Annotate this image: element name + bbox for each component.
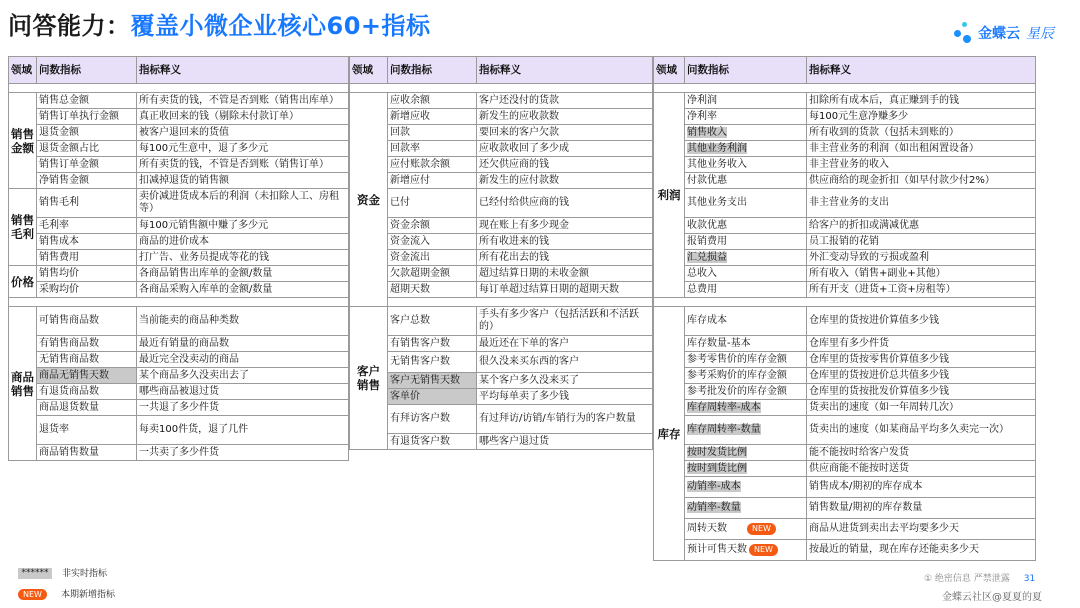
table-row [654, 125, 1036, 141]
table-row [9, 234, 349, 250]
metric-definition: 供应商能不能按时送货 [807, 461, 1036, 477]
table-row [9, 218, 349, 234]
metric-definition: 仓库里有多少件货 [807, 336, 1036, 352]
metric-definition: 商品的进价成本 [137, 234, 349, 250]
metric-name: 销售毛利 [37, 189, 137, 218]
metric-name: 新增应收 [388, 109, 477, 125]
table-row [654, 218, 1036, 234]
metric-name [685, 498, 807, 519]
metric-definition: 仓库里的货按进价总共值多少钱 [807, 368, 1036, 384]
metric-name: 销售均价 [37, 266, 137, 282]
table-row [350, 352, 653, 373]
metric-definition: 客户还没付的货款 [477, 93, 653, 109]
metric-name: 退货金额占比 [37, 141, 137, 157]
domain-profit: 利润 [654, 93, 685, 298]
metric-name: 退货金额 [37, 125, 137, 141]
metric-name: 参考批发价的库存金额 [685, 384, 807, 400]
table-header-row [654, 57, 1036, 84]
table-row [654, 157, 1036, 173]
table-row [9, 368, 349, 384]
metric-definition: 最近有销量的商品数 [137, 336, 349, 352]
title-prefix: 问答能力： [8, 12, 131, 40]
table-row [654, 250, 1036, 266]
metric-name: 销售费用 [37, 250, 137, 266]
metric-definition: 所有收入（销售+副业+其他） [807, 266, 1036, 282]
new-badge: NEW [18, 589, 47, 600]
metric-name: 欠款超期金额 [388, 266, 477, 282]
table-row [654, 498, 1036, 519]
metric-definition: 仓库里的货按零售价算值多少钱 [807, 352, 1036, 368]
metric-definition: 扣除所有成本后，真正赚到手的钱 [807, 93, 1036, 109]
metric-name [685, 477, 807, 498]
table-row [350, 373, 653, 389]
metric-name: 净利率 [685, 109, 807, 125]
metric-definition: 扣减掉退货的销售额 [137, 173, 349, 189]
metric-definition: 按最近的销量，现在库存还能卖多少天 [807, 540, 1036, 561]
table-row [350, 307, 653, 336]
metric-definition: 货卖出的速度（如某商品平均多久卖完一次） [807, 416, 1036, 445]
metric-name: 退货率 [37, 416, 137, 445]
metric-name: 其他业务支出 [685, 189, 807, 218]
table-row [350, 266, 653, 282]
metric-name: 库存成本 [685, 307, 807, 336]
metric-name: 客户总数 [388, 307, 477, 336]
header-domain: 领域 [9, 57, 37, 84]
metric-definition: 非主营业务的支出 [807, 189, 1036, 218]
metric-name-text: 预计可售天数 [687, 544, 747, 555]
table-row [654, 519, 1036, 540]
metric-definition: 要回来的客户欠款 [477, 125, 653, 141]
header-domain: 领域 [654, 57, 685, 84]
metric-name [685, 400, 807, 416]
table-row [9, 384, 349, 400]
metric-name [685, 461, 807, 477]
metric-definition: 外汇变动导致的亏损或盈利 [807, 250, 1036, 266]
metric-definition: 真正收回来的钱（剔除未付款订单） [137, 109, 349, 125]
table-row [350, 234, 653, 250]
metric-name: 有销售客户数 [388, 336, 477, 352]
metric-name: 付款优惠 [685, 173, 807, 189]
metric-definition: 销售数量/期初的库存数量 [807, 498, 1036, 519]
metric-definition: 新发生的应付款数 [477, 173, 653, 189]
table-row [9, 336, 349, 352]
domain-stock: 库存 [654, 307, 685, 561]
metric-name: 客单价 [388, 389, 477, 405]
table-row [350, 125, 653, 141]
metric-definition: 非主营业务的收入 [807, 157, 1036, 173]
metric-definition: 平均每单卖了多少钱 [477, 389, 653, 405]
metric-name-text: 销售收入 [687, 126, 727, 138]
gray-swatch: ****** [18, 568, 52, 579]
metric-name: 总收入 [685, 266, 807, 282]
metric-name: 参考零售价的库存金额 [685, 352, 807, 368]
metric-name: 应收余额 [388, 93, 477, 109]
table-row [350, 141, 653, 157]
table-row [9, 141, 349, 157]
table-row [350, 157, 653, 173]
metric-definition: 各商品采购入库单的金额/数量 [137, 282, 349, 298]
table-row [9, 282, 349, 298]
metric-definition: 销售成本/期初的库存成本 [807, 477, 1036, 498]
metric-definition: 所有收到的货款（包括未到账的） [807, 125, 1036, 141]
metric-definition: 哪些客户退过货 [477, 434, 653, 450]
table-row [350, 282, 653, 298]
table-row [654, 445, 1036, 461]
metric-definition: 仓库里的货按批发价算值多少钱 [807, 384, 1036, 400]
metric-definition: 卖价减进货成本后的利润（未扣除人工、房租等） [137, 189, 349, 218]
table-row [654, 266, 1036, 282]
metric-name [685, 416, 807, 445]
table-header-row [350, 57, 653, 84]
watermark: 金蝶云社区@夏夏的夏 [942, 592, 1042, 603]
page-number: 31 [1023, 574, 1036, 584]
metric-name [685, 250, 807, 266]
metric-definition: 某个商品多久没卖出去了 [137, 368, 349, 384]
metric-name: 应付账款余额 [388, 157, 477, 173]
metric-name: 无销售客户数 [388, 352, 477, 373]
kingdee-logo-icon [954, 20, 976, 46]
metric-definition: 给客户的折扣或满减优惠 [807, 218, 1036, 234]
table-row [9, 445, 349, 461]
metric-definition: 手头有多少客户（包括活跃和不活跃的） [477, 307, 653, 336]
header-metric: 问数指标 [388, 57, 477, 84]
metric-name-text: 动销率-数量 [687, 502, 741, 513]
table-row [9, 400, 349, 416]
table-row [654, 416, 1036, 445]
metric-name [685, 540, 807, 561]
fund-customer-metrics-table [349, 56, 653, 450]
table-row [9, 307, 349, 336]
table-row [9, 157, 349, 173]
table-row [654, 352, 1036, 368]
metric-name-text: 汇兑损益 [687, 251, 727, 263]
metric-name-text: 其他业务利润 [687, 142, 747, 154]
metric-name [685, 141, 807, 157]
metric-name: 有退货客户数 [388, 434, 477, 450]
header-domain: 领域 [350, 57, 388, 84]
table-row [654, 461, 1036, 477]
metric-name-text: 库存周转率-数量 [687, 424, 761, 435]
table-row [9, 250, 349, 266]
metric-name: 资金流入 [388, 234, 477, 250]
table-row [350, 336, 653, 352]
domain-fund: 资金 [350, 93, 388, 307]
metric-definition: 很久没来买东西的客户 [477, 352, 653, 373]
metric-definition: 哪些商品被退过货 [137, 384, 349, 400]
table-row [654, 368, 1036, 384]
metric-definition: 所有花出去的钱 [477, 250, 653, 266]
metric-definition: 每订单超过结算日期的超期天数 [477, 282, 653, 298]
kingdee-logo [954, 20, 1064, 46]
metric-definition: 非主营业务的利润（如出租闲置设备） [807, 141, 1036, 157]
metric-name: 销售成本 [37, 234, 137, 250]
metric-definition: 已经付给供应商的钱 [477, 189, 653, 218]
metric-definition: 货卖出的速度（如一年周转几次） [807, 400, 1036, 416]
metric-definition: 商品从进货到卖出去平均要多少天 [807, 519, 1036, 540]
metric-definition: 应收款收回了多少成 [477, 141, 653, 157]
table-row [9, 125, 349, 141]
metric-definition: 供应商给的现金折扣（如早付款少付2%） [807, 173, 1036, 189]
table-row [350, 109, 653, 125]
legend-non-realtime-label: 非实时指标 [62, 569, 108, 579]
legend-new-label: 本期新增指标 [60, 590, 115, 600]
metric-name: 销售订单执行金额 [37, 109, 137, 125]
product-name: 星辰 [1026, 26, 1054, 42]
metric-name: 采购均价 [37, 282, 137, 298]
table-row [350, 189, 653, 218]
metric-definition: 每卖100件货，退了几件 [137, 416, 349, 445]
table-row [654, 109, 1036, 125]
metric-definition: 所有收进来的钱 [477, 234, 653, 250]
table-row [9, 93, 349, 109]
metric-name-text: 动销率-成本 [687, 481, 741, 492]
table-row [654, 282, 1036, 298]
metric-definition: 一共卖了多少件货 [137, 445, 349, 461]
metric-name: 客户无销售天数 [388, 373, 477, 389]
metric-name: 毛利率 [37, 218, 137, 234]
metric-name: 回款 [388, 125, 477, 141]
metric-definition: 当前能卖的商品种类数 [137, 307, 349, 336]
metric-name: 库存数量-基本 [685, 336, 807, 352]
metric-definition: 所有卖货的钱，不管是否到账（销售订单） [137, 157, 349, 173]
metric-name: 商品退货数量 [37, 400, 137, 416]
new-badge: NEW [749, 544, 778, 556]
metric-name-text: 按时发货比例 [687, 446, 747, 458]
table-row [9, 416, 349, 445]
header-definition: 指标释义 [137, 57, 349, 84]
table-row [350, 250, 653, 266]
metric-name: 已付 [388, 189, 477, 218]
table-header-row [9, 57, 349, 84]
metric-name: 有销售商品数 [37, 336, 137, 352]
header-metric: 问数指标 [37, 57, 137, 84]
table-row [654, 400, 1036, 416]
metric-name: 参考采购价的库存金额 [685, 368, 807, 384]
metric-definition: 打广告、业务员提成等花的钱 [137, 250, 349, 266]
metric-name: 收款优惠 [685, 218, 807, 234]
metric-definition: 能不能按时给客户发货 [807, 445, 1036, 461]
metric-definition: 员工报销的花销 [807, 234, 1036, 250]
brand-name: 金蝶云 [978, 26, 1020, 42]
metric-definition: 超过结算日期的未收金额 [477, 266, 653, 282]
metric-name: 销售订单金额 [37, 157, 137, 173]
metric-name: 新增应付 [388, 173, 477, 189]
domain-sales-amount: 销售金额 [9, 93, 37, 189]
table-row [654, 189, 1036, 218]
confidential-notice [924, 571, 1035, 584]
metric-definition: 被客户退回来的货值 [137, 125, 349, 141]
metric-definition: 还欠供应商的钱 [477, 157, 653, 173]
metric-name: 其他业务收入 [685, 157, 807, 173]
table-row [9, 173, 349, 189]
table-row [350, 218, 653, 234]
metric-name: 回款率 [388, 141, 477, 157]
table-row [654, 477, 1036, 498]
metric-name: 可销售商品数 [37, 307, 137, 336]
metric-definition: 新发生的应收款数 [477, 109, 653, 125]
metric-definition: 最近完全没卖动的商品 [137, 352, 349, 368]
metric-definition: 所有开支（进货+工资+房租等） [807, 282, 1036, 298]
domain-goods-sales: 商品销售 [9, 307, 37, 461]
table-row [350, 405, 653, 434]
confidential-text: ① 绝密信息 严禁泄露 [924, 574, 1010, 584]
metric-definition: 现在账上有多少现金 [477, 218, 653, 234]
metric-definition: 仓库里的货按进价算值多少钱 [807, 307, 1036, 336]
metric-definition: 最近还在下单的客户 [477, 336, 653, 352]
metric-name-text: 周转天数 [687, 523, 727, 534]
header-definition: 指标释义 [807, 57, 1036, 84]
metric-name: 净利润 [685, 93, 807, 109]
metric-name-text: 按时到货比例 [687, 462, 747, 474]
metric-name: 总费用 [685, 282, 807, 298]
legend-new [18, 587, 115, 600]
table-row [654, 234, 1036, 250]
page-title [8, 6, 431, 41]
sales-metrics-table [8, 56, 349, 461]
metric-name: 销售总金额 [37, 93, 137, 109]
table-row [350, 173, 653, 189]
domain-customer-sales: 客户销售 [350, 307, 388, 450]
table-row [9, 109, 349, 125]
header-metric: 问数指标 [685, 57, 807, 84]
table-row [9, 352, 349, 368]
metric-name: 资金余额 [388, 218, 477, 234]
header-definition: 指标释义 [477, 57, 653, 84]
metric-name: 报销费用 [685, 234, 807, 250]
table-row [350, 434, 653, 450]
table-row [9, 189, 349, 218]
table-row [654, 307, 1036, 336]
new-badge: NEW [747, 523, 776, 535]
metric-name: 资金流出 [388, 250, 477, 266]
table-row [654, 384, 1036, 400]
table-row [654, 336, 1036, 352]
metric-definition: 每100元生意净赚多少 [807, 109, 1036, 125]
metric-definition: 每100元生意中，退了多少元 [137, 141, 349, 157]
metric-definition: 某个客户多久没来买了 [477, 373, 653, 389]
metric-name: 有拜访客户数 [388, 405, 477, 434]
domain-gross-profit: 销售毛利 [9, 189, 37, 266]
metric-name [685, 125, 807, 141]
metric-name: 无销售商品数 [37, 352, 137, 368]
table-row [350, 389, 653, 405]
table-row [654, 93, 1036, 109]
metric-definition: 所有卖货的钱，不管是否到账（销售出库单） [137, 93, 349, 109]
table-row [654, 540, 1036, 561]
table-row [654, 173, 1036, 189]
metric-definition: 一共退了多少件货 [137, 400, 349, 416]
metric-name [685, 519, 807, 540]
metric-definition: 各商品销售出库单的金额/数量 [137, 266, 349, 282]
metric-name [685, 445, 807, 461]
metric-name: 超期天数 [388, 282, 477, 298]
domain-price: 价格 [9, 266, 37, 298]
metric-name-text: 库存周转率-成本 [687, 401, 761, 413]
metric-definition: 有过拜访/访销/车销行为的客户数量 [477, 405, 653, 434]
table-row [350, 93, 653, 109]
metric-definition: 每100元销售额中赚了多少元 [137, 218, 349, 234]
table-row [9, 266, 349, 282]
legend-non-realtime [18, 566, 107, 579]
table-row [654, 141, 1036, 157]
metric-name: 商品销售数量 [37, 445, 137, 461]
title-highlight: 覆盖小微企业核心60+指标 [130, 12, 431, 40]
metric-name: 商品无销售天数 [37, 368, 137, 384]
metric-name: 有退货商品数 [37, 384, 137, 400]
profit-stock-metrics-table [653, 56, 1036, 561]
metric-name: 净销售金额 [37, 173, 137, 189]
